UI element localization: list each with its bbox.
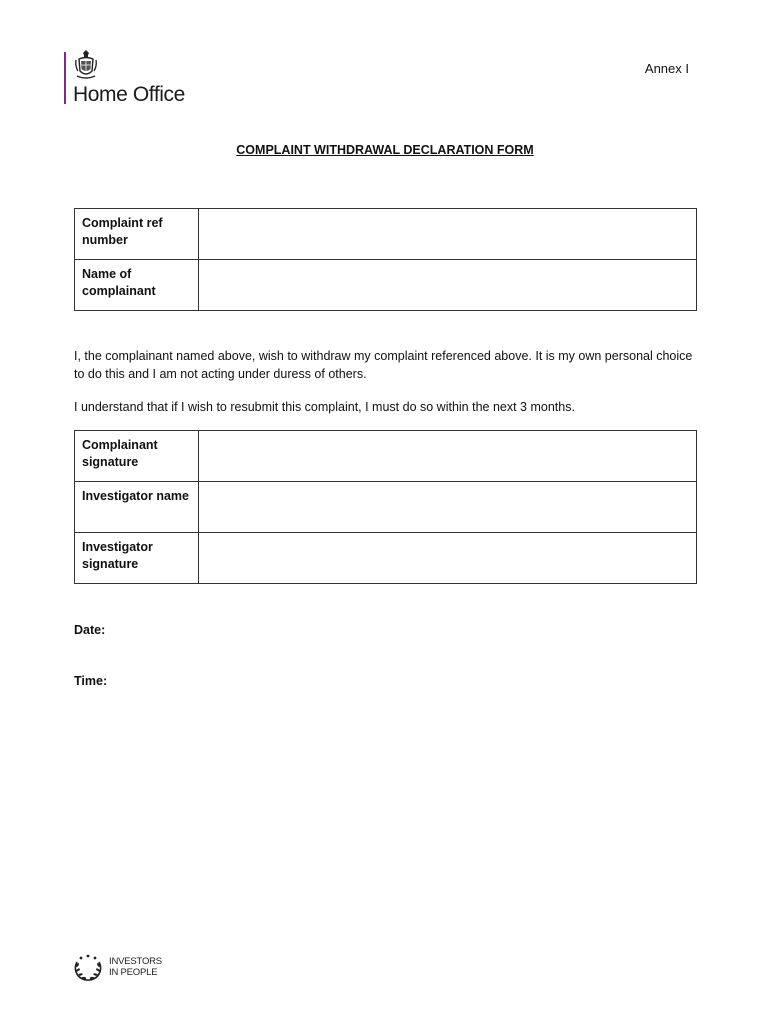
investors-in-people-text xyxy=(109,956,162,978)
signature-table xyxy=(74,430,697,584)
complaint-ref-label: Complaint ref number xyxy=(75,209,199,260)
investigator-signature-label: Investigator signature xyxy=(75,533,199,584)
form-title: COMPLAINT WITHDRAWAL DECLARATION FORM xyxy=(236,143,534,157)
table-row xyxy=(75,431,697,482)
complainant-name-label: Name of complainant xyxy=(75,260,199,311)
logo-text: Home Office xyxy=(73,83,185,106)
badge-line-2: IN PEOPLE xyxy=(109,967,158,978)
laurel-wreath-icon xyxy=(72,952,104,984)
annex-label: Annex I xyxy=(644,61,689,76)
badge-line-1: INVESTORS xyxy=(109,956,162,967)
date-label: Date: xyxy=(74,623,106,637)
withdrawal-statement: I, the complainant named above, wish to withdraw my complaint referenced above. It is my own personal choice to do this and I am not acting under duress of others. xyxy=(74,349,693,381)
time-label: Time: xyxy=(74,674,108,688)
table-row xyxy=(75,482,697,533)
resubmit-statement: I understand that if I wish to resubmit this complaint, I must do so within the next 3 months. xyxy=(74,400,575,414)
logo-purple-bar xyxy=(64,52,66,104)
complaint-ref-field[interactable] xyxy=(199,209,697,260)
complainant-name-field[interactable] xyxy=(199,260,697,311)
royal-crest-icon xyxy=(75,50,97,80)
investigator-name-field[interactable] xyxy=(199,482,697,533)
table-row xyxy=(75,209,697,260)
investigator-signature-field[interactable] xyxy=(199,533,697,584)
complainant-signature-label: Complainant signature xyxy=(75,431,199,482)
complaint-details-table xyxy=(74,208,697,311)
table-row xyxy=(75,533,697,584)
investigator-name-label: Investigator name xyxy=(75,482,199,533)
complainant-signature-field[interactable] xyxy=(199,431,697,482)
table-row xyxy=(75,260,697,311)
